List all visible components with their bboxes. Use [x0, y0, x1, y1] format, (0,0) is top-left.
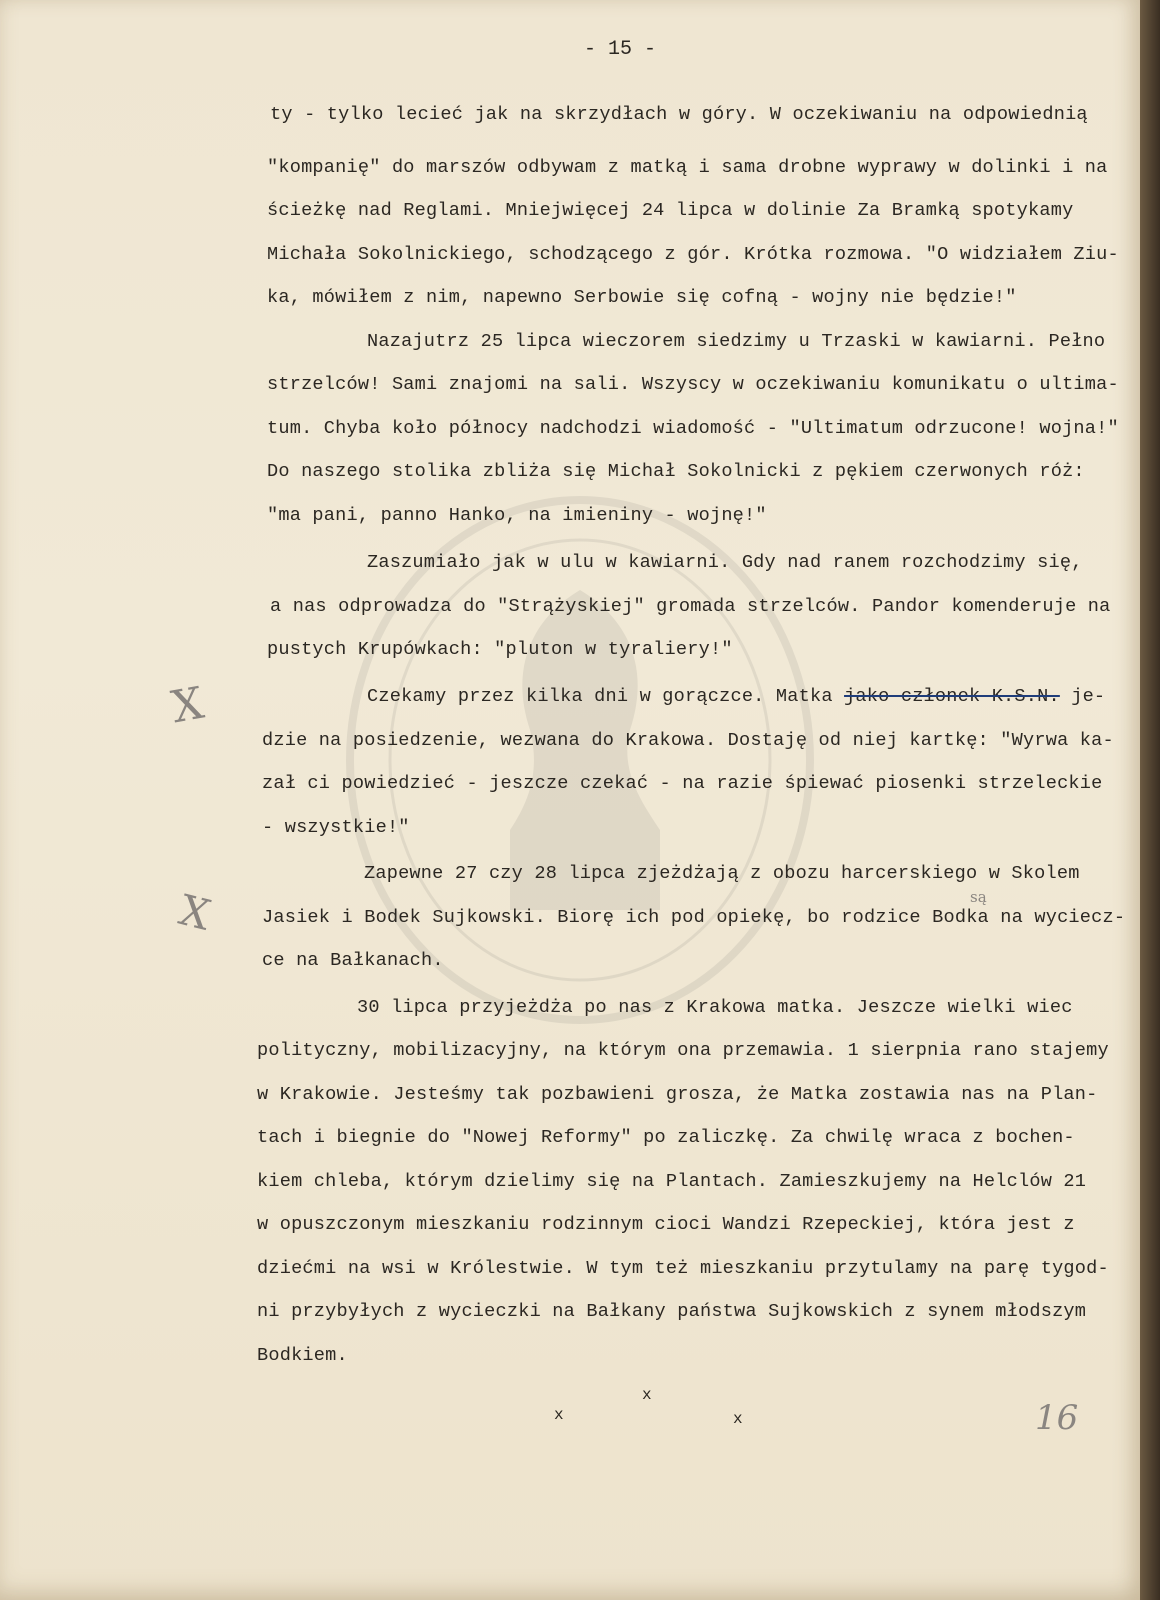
text-line: strzelców! Sami znajomi na sali. Wszyscy w oczekiwaniu komunikatu o ultima-	[267, 374, 1119, 395]
struck-text: jako członek K.S.N.	[844, 686, 1060, 707]
text-line: ścieżkę nad Reglami. Mniejwięcej 24 lipca w dolinie Za Bramką spotykamy	[267, 200, 1074, 221]
text-line: "kompanię" do marszów odbywam z matką i sama drobne wyprawy w dolinki i na	[267, 157, 1108, 178]
text-line: dzie na posiedzenie, wezwana do Krakowa. Dostaję od niej kartkę: "Wyrwa ka-	[262, 730, 1114, 751]
text-line: polityczny, mobilizacyjny, na którym ona przemawia. 1 sierpnia rano stajemy	[257, 1040, 1109, 1061]
text-line: tum. Chyba koło północy nadchodzi wiadomość - "Ultimatum odrzucone! wojna!"	[267, 418, 1119, 439]
text-segment: je-	[1059, 686, 1106, 707]
text-line: dziećmi na wsi w Królestwie. W tym też mieszkaniu przytulamy na parę tygod-	[257, 1258, 1109, 1279]
text-line: Jasiek i Bodek Sujkowski. Biorę ich pod opiekę, bo rodzice Bodka na wyciecz-	[262, 907, 1126, 928]
text-line: "ma pani, panno Hanko, na imieniny - wojnę!"	[267, 505, 767, 526]
text-line: Zaszumiało jak w ulu w kawiarni. Gdy nad ranem rozchodzimy się,	[367, 552, 1083, 573]
text-line: pustych Krupówkach: "pluton w tyraliery!"	[267, 639, 733, 660]
page-edge	[1140, 0, 1160, 1600]
text-line: Nazajutrz 25 lipca wieczorem siedzimy u Trzaski w kawiarni. Pełno	[367, 331, 1106, 352]
text-line: Michała Sokolnickiego, schodzącego z gór. Krótka rozmowa. "O widziałem Ziu-	[267, 244, 1119, 265]
text-line: kiem chleba, którym dzielimy się na Plantach. Zamieszkujemy na Helclów 21	[257, 1171, 1087, 1192]
text-segment: Czekamy przez kilka dni w gorączce. Matka	[367, 686, 833, 707]
margin-pencil-mark: X	[174, 885, 216, 940]
text-line: Zapewne 27 czy 28 lipca zjeżdżają z obozu harcerskiego w Skolem	[364, 863, 1080, 884]
text-line: a nas odprowadza do "Strążyskiej" gromada strzelców. Pandor komenderuje na	[270, 596, 1111, 617]
text-line	[367, 686, 1105, 707]
handwritten-page-number: 16	[1035, 1398, 1079, 1438]
text-line: w Krakowie. Jesteśmy tak pozbawieni grosza, że Matka zostawia nas na Plan-	[257, 1084, 1098, 1105]
text-line: Bodkiem.	[257, 1345, 348, 1366]
text-line: w opuszczonym mieszkaniu rodzinnym cioci Wandzi Rzepeckiej, która jest z	[257, 1214, 1075, 1235]
text-line: zał ci powiedzieć - jeszcze czekać - na razie śpiewać piosenki strzeleckie	[262, 773, 1103, 794]
separator-mark: x	[642, 1386, 652, 1404]
text-line: Do naszego stolika zbliża się Michał Sokolnicki z pękiem czerwonych róż:	[267, 461, 1085, 482]
text-line: 30 lipca przyjeżdża po nas z Krakowa matka. Jeszcze wielki wiec	[357, 997, 1073, 1018]
text-line: ni przybyłych z wycieczki na Bałkany państwa Sujkowskich z synem młodszym	[257, 1301, 1087, 1322]
text-line: ce na Bałkanach.	[262, 950, 444, 971]
text-line: tach i biegnie do "Nowej Reformy" po zaliczkę. Za chwilę wraca z bochen-	[257, 1127, 1075, 1148]
margin-pencil-mark: X	[167, 677, 208, 734]
handwritten-insert: są	[970, 888, 987, 906]
page-number: - 15 -	[583, 38, 656, 61]
text-line: ty - tylko lecieć jak na skrzydłach w góry. W oczekiwaniu na odpowiednią	[270, 104, 1088, 125]
text-line: - wszystkie!"	[262, 817, 410, 838]
separator-mark: x	[554, 1406, 564, 1424]
separator-mark: x	[733, 1410, 743, 1428]
text-line: ka, mówiłem z nim, napewno Serbowie się cofną - wojny nie będzie!"	[267, 287, 1017, 308]
